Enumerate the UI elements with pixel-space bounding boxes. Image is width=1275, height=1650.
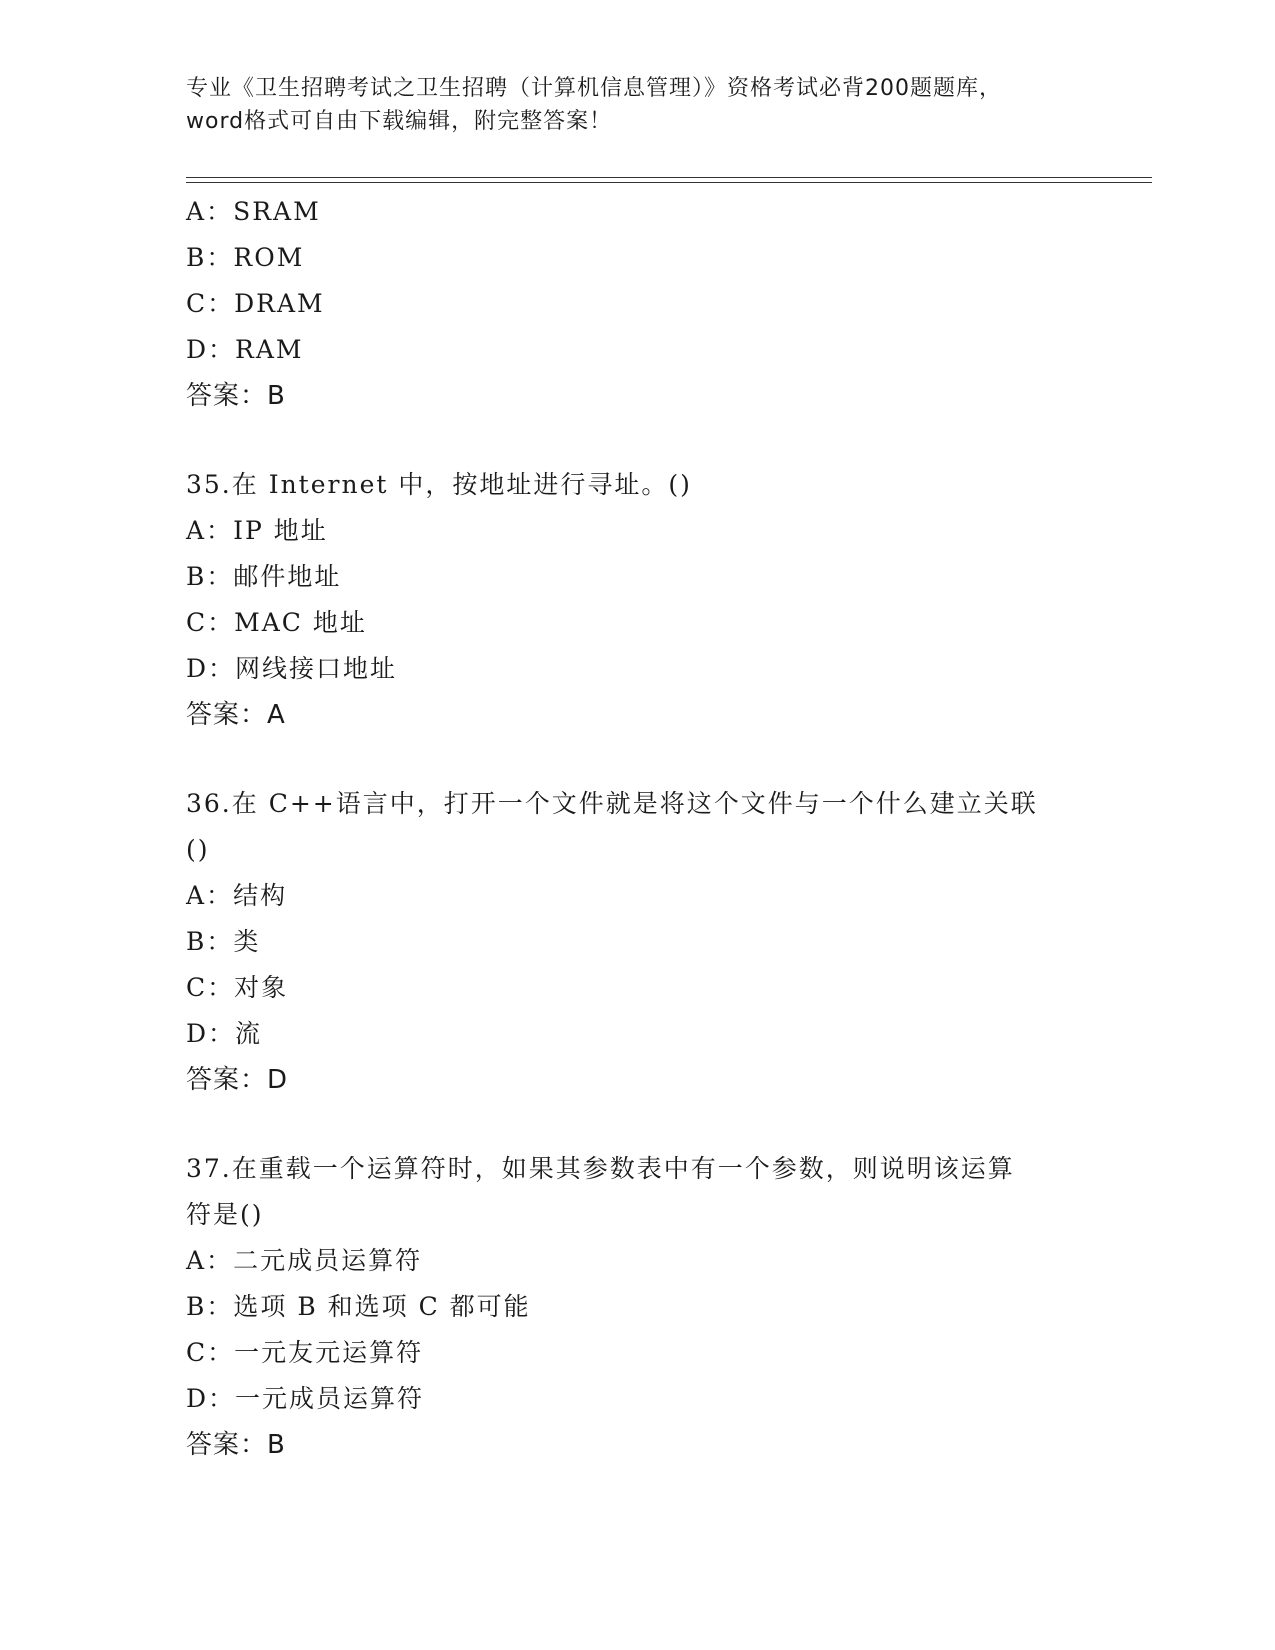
question-stem: 35.在 Internet 中，按地址进行寻址。() [186,470,692,499]
header-title-line-2: word格式可自由下载编辑，附完整答案！ [186,109,613,134]
option-d: D：网线接口地址 [186,654,398,683]
answer-line: 答案：B [186,381,286,411]
answer-line: 答案：D [186,1065,289,1095]
question-block-36 [186,781,1086,1103]
option-d: D：一元成员运算符 [186,1384,425,1413]
option-a: A：二元成员运算符 [186,1246,423,1275]
option-a: A：IP 地址 [186,516,328,545]
option-c: C：对象 [186,973,289,1002]
header-divider-bottom [186,182,1152,183]
option-a: A：结构 [186,881,288,910]
option-a: A：SRAM [186,197,321,226]
answer-line: 答案：A [186,700,286,730]
question-stem-line-2: () [186,835,210,864]
header-divider-top [186,177,1152,178]
document-header [186,72,1086,138]
option-c: C：MAC 地址 [186,608,367,637]
option-d: D：RAM [186,335,304,364]
option-b: B：ROM [186,243,305,272]
option-b: B：邮件地址 [186,562,342,591]
option-b: B：选项 B 和选项 C 都可能 [186,1292,531,1321]
question-list [186,189,1086,1468]
option-c: C：DRAM [186,289,325,318]
header-title-line-1: 专业《卫生招聘考试之卫生招聘（计算机信息管理）》资格考试必背200题题库， [186,76,1002,101]
option-b: B：类 [186,927,261,956]
question-block-34 [186,189,1086,419]
question-block-35 [186,462,1086,738]
question-block-37 [186,1146,1086,1468]
question-stem-line-1: 37.在重载一个运算符时，如果其参数表中有一个参数，则说明该运算 [186,1154,1015,1183]
option-c: C：一元友元运算符 [186,1338,424,1367]
question-stem-line-2: 符是() [186,1200,264,1229]
answer-line: 答案：B [186,1430,286,1460]
question-stem-line-1: 36.在 C++语言中，打开一个文件就是将这个文件与一个什么建立关联 [186,789,1038,818]
option-d: D：流 [186,1019,263,1048]
